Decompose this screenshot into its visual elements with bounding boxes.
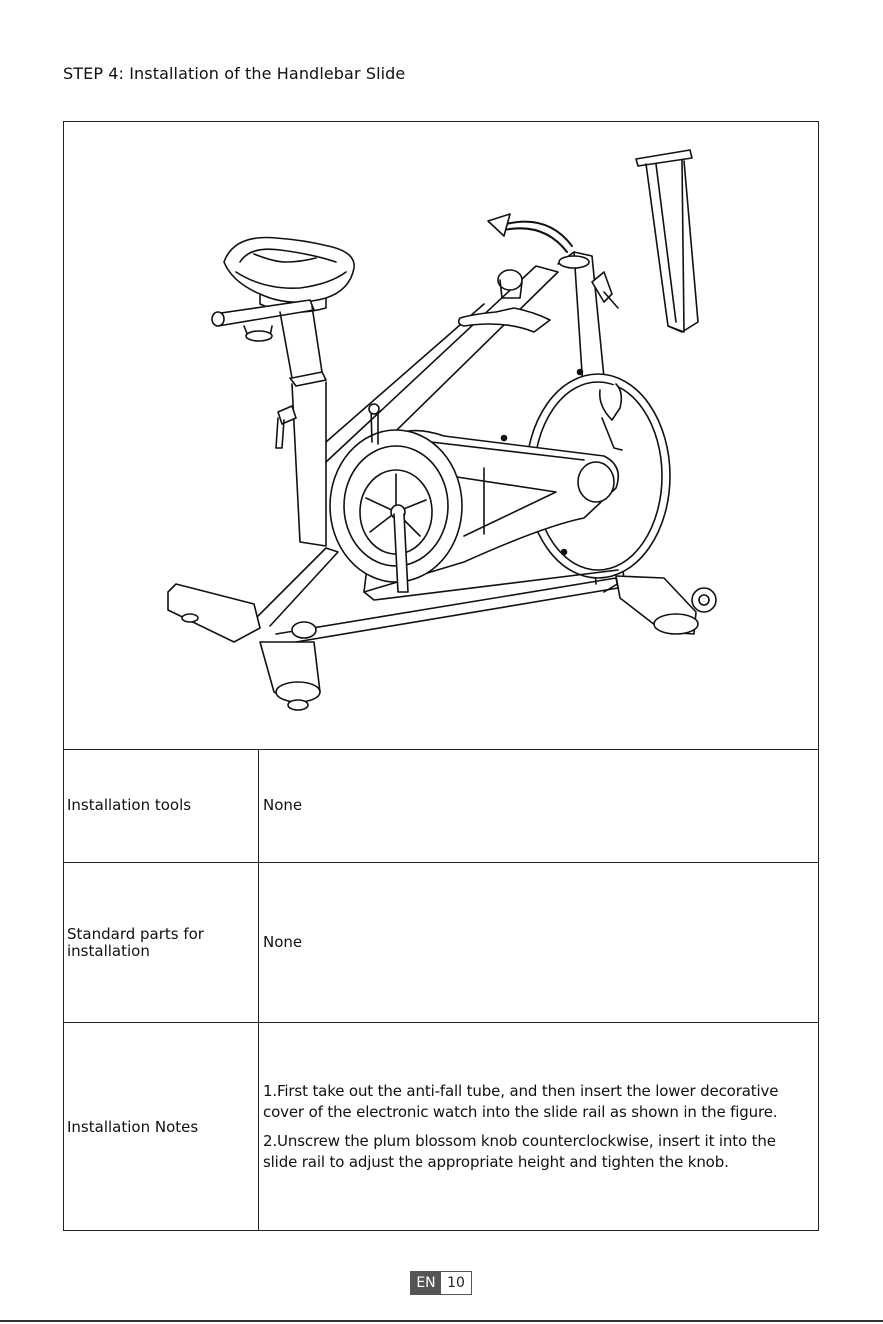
row-label: Installation Notes <box>64 1023 259 1231</box>
page-number: 10 <box>441 1272 471 1294</box>
row-value <box>259 749 818 862</box>
installation-note: 1.First take out the anti-fall tube, and then insert the lower decorative cover of the electronic watch into the slide rail as shown in the figure. <box>263 1082 779 1121</box>
figure-cell <box>64 122 818 750</box>
row-value <box>259 863 818 1022</box>
row-label: Standard parts for installation <box>64 863 259 1022</box>
exercise-bike-illustration <box>64 122 818 749</box>
instruction-table <box>63 121 819 1231</box>
row-value <box>259 1023 818 1231</box>
table-row <box>64 749 818 863</box>
bottom-divider <box>0 1320 883 1322</box>
language-label: EN <box>411 1272 441 1294</box>
page-badge <box>410 1271 472 1295</box>
saddle <box>224 238 354 313</box>
rotation-arrow-icon <box>488 214 572 252</box>
row-value-text: None <box>263 933 303 951</box>
step-title: STEP 4: Installation of the Handlebar Slide <box>63 64 406 83</box>
table-row <box>64 1023 818 1231</box>
installation-note: 2.Unscrew the plum blossom knob counterclockwise, insert it into the slide rail to adjust the appropriate height and tighten the knob. <box>263 1132 776 1171</box>
row-label: Installation tools <box>64 749 259 862</box>
handlebar-slide-part <box>636 150 698 332</box>
row-value-text: None <box>263 796 303 814</box>
table-row <box>64 863 818 1023</box>
